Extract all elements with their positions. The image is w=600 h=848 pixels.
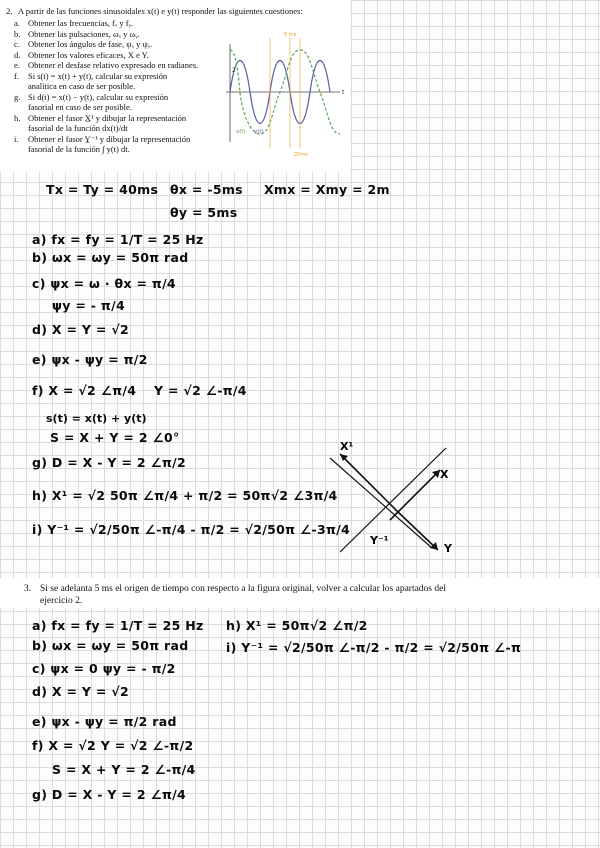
exercise2-item-text: fasorial de la función ∫ y(t) dt.: [28, 144, 130, 154]
phasor-x-arrow: [398, 470, 440, 512]
label-5ms: 5 ms: [284, 32, 297, 38]
exercise2-item-text: fasorial en caso de ser posible.: [28, 102, 132, 112]
exercise2-item-text: Obtener el fasor Y̲⁻¹ y dibujar la representación: [28, 133, 191, 144]
sol2-xm: Xmx = Xmy = 2m: [264, 182, 390, 197]
exercise2-intro: A partir de las funciones sinusoidales x(t) e y(t) responder las siguientes cuestiones:: [18, 6, 303, 16]
sol3-a: a) fx = fy = 1/T = 25 Hz: [32, 618, 204, 633]
sol2-i: i) Y⁻¹ = √2/50π ∠-π/4 - π/2 = √2/50π ∠-3π/4: [32, 522, 351, 537]
exercise2-item-text: Si s(t) = x(t) + y(t), calcular su expresión: [28, 70, 168, 81]
exercise2-item-text: Si d(t) = x(t) − y(t), calcular su expresión: [28, 91, 169, 102]
phasor-label-x1: X¹: [340, 440, 354, 453]
sol2-c2: ψy = - π/4: [52, 298, 125, 313]
waveform-graph: [222, 30, 350, 160]
exercise2-item-letter: g.: [14, 91, 21, 102]
sol2-s1: s(t) = x(t) + y(t): [46, 412, 147, 425]
exercise2-number: 2.: [6, 6, 13, 16]
sol2-e: e) ψx - ψy = π/2: [32, 352, 148, 367]
sol2-f1: f) X = √2 ∠π/4: [32, 383, 137, 398]
phasor-y-arrow: [398, 512, 438, 550]
exercise2-item-letter: a.: [14, 18, 20, 28]
phasor-diagram: [318, 440, 468, 560]
exercise2-item-letter: f.: [14, 70, 19, 81]
sol2-periods: Tx = Ty = 40ms: [46, 182, 159, 197]
sol2-h: h) X¹ = √2 50π ∠π/4 + π/2 = 50π√2 ∠3π/4: [32, 488, 338, 503]
exercise2-item-letter: e.: [14, 60, 20, 70]
sol2-g: g) D = X - Y = 2 ∠π/2: [32, 455, 187, 470]
sol3-c: c) ψx = 0 ψy = - π/2: [32, 661, 176, 676]
exercise2-item-text: Obtener el desfase relativo expresado en radianes.: [28, 60, 199, 70]
exercise2-item-letter: b.: [14, 28, 21, 39]
phasor-label-x: X: [440, 468, 449, 481]
sol2-c1: c) ψx = ω · θx = π/4: [32, 276, 176, 291]
sol3-h: h) X¹ = 50π√2 ∠π/2: [226, 618, 368, 633]
exercise2-item-text: Obtener las frecuencias, fₓ y fᵧ.: [28, 18, 134, 28]
exercise2-item-text: Obtener los ángulos de fase, ψₓ y ψᵧ.: [28, 39, 153, 49]
exercise2-item-letter: i.: [14, 133, 19, 144]
exercise2-item-letter: d.: [14, 49, 21, 60]
exercise3-number: 3.: [24, 584, 32, 594]
phasor-y1-arrow: [390, 512, 398, 520]
label-xt: x(t): [236, 129, 246, 135]
exercise2-item-letter: c.: [14, 39, 20, 49]
exercise2-item-text: Obtener las pulsaciones, ωₓ y ωᵧ.: [28, 28, 140, 39]
sol3-g: g) D = X - Y = 2 ∠π/4: [32, 787, 187, 802]
exercise2-item-text: Obtener los valores eficaces, X e Y.: [28, 49, 149, 60]
phasor-label-y1: Y⁻¹: [370, 534, 389, 547]
exercise3-text: Si se adelanta 5 ms el origen de tiempo con respecto a la figura original, volver a calcular los apartados del: [40, 584, 446, 594]
sol3-f1: f) X = √2 Y = √2 ∠-π/2: [32, 738, 194, 753]
exercise2-item-text: Obtener el fasor X̲¹ y dibujar la representación: [28, 112, 187, 123]
label-yt: y(t): [254, 129, 264, 135]
sol2-theta-y: θy = 5ms: [170, 205, 238, 220]
phasor-x1-arrow: [340, 454, 398, 512]
diagonal-axis: [340, 448, 446, 552]
sol3-d: d) X = Y = √2: [32, 684, 129, 699]
sol2-b: b) ωx = ωy = 50π rad: [32, 250, 189, 265]
sol3-b: b) ωx = ωy = 50π rad: [32, 638, 189, 653]
label-t: t: [342, 89, 345, 96]
sol3-f2: S = X + Y = 2 ∠-π/4: [52, 762, 196, 777]
exercise2-item-text: analítica en caso de ser posible.: [28, 81, 136, 91]
sol2-theta-x: θx = -5ms: [170, 182, 243, 197]
sol3-e: e) ψx - ψy = π/2 rad: [32, 714, 177, 729]
label-2: 2: [232, 67, 236, 74]
sol2-a: a) fx = fy = 1/T = 25 Hz: [32, 232, 204, 247]
exercise3-text2: ejercicio 2.: [40, 596, 83, 606]
exercise2-item-text: fasorial de la función dx(t)/dt: [28, 123, 128, 133]
sol3-i: i) Y⁻¹ = √2/50π ∠-π/2 - π/2 = √2/50π ∠-π: [226, 640, 522, 655]
exercise2-item-letter: h.: [14, 112, 21, 123]
sol2-f2: Y = √2 ∠-π/4: [154, 383, 247, 398]
phasor-label-y: Y: [444, 542, 452, 555]
sol2-s2: S = X + Y = 2 ∠0°: [50, 430, 180, 445]
sol2-d: d) X = Y = √2: [32, 322, 129, 337]
label-20ms: 20ms: [294, 152, 308, 158]
